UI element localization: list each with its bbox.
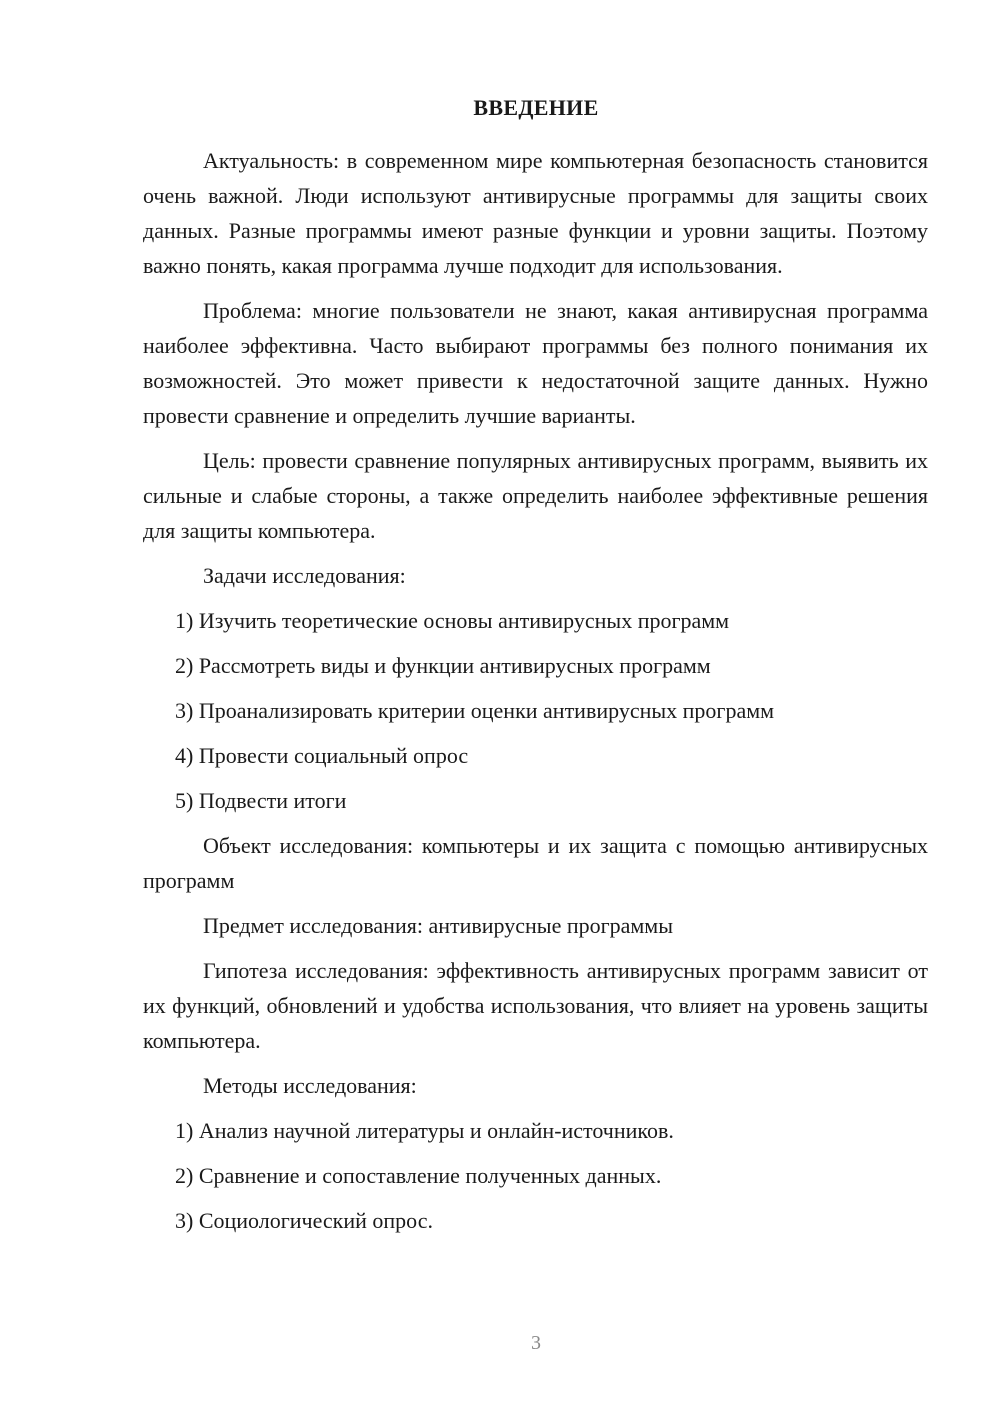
subject-paragraph: Предмет исследования: антивирусные программы xyxy=(203,913,674,938)
object-paragraph: Объект исследования: компьютеры и их защита с помощью антивирусных программ xyxy=(143,833,928,893)
list-item: 1) Анализ научной литературы и онлайн-источников. xyxy=(175,1118,674,1143)
list-item: 2) Сравнение и сопоставление полученных данных. xyxy=(175,1163,662,1188)
list-item: 4) Провести социальный опрос xyxy=(175,743,469,768)
page-title: ВВЕДЕНИЕ xyxy=(473,95,599,120)
list-item: 1) Изучить теоретические основы антивирусных программ xyxy=(175,608,730,633)
list-item: 5) Подвести итоги xyxy=(175,788,347,813)
methods-list xyxy=(143,1113,928,1238)
tasks-label: Задачи исследования: xyxy=(203,563,406,588)
relevance-paragraph: Актуальность: в современном мире компьютерная безопасность становится очень важной. Люди используют антивирусные программы для защиты своих данных. Разные программы имеют разные функции и уровни защиты. Поэтому важно понять, какая программа лучше подходит для использования. xyxy=(143,148,928,278)
page-number: 3 xyxy=(531,1332,541,1354)
document-body xyxy=(143,143,928,1248)
list-item: 2) Рассмотреть виды и функции антивирусных программ xyxy=(175,653,711,678)
tasks-list xyxy=(143,603,928,818)
methods-label: Методы исследования: xyxy=(203,1073,417,1098)
list-item: 3) Проанализировать критерии оценки антивирусных программ xyxy=(175,698,775,723)
problem-paragraph: Проблема: многие пользователи не знают, какая антивирусная программа наиболее эффективна. Часто выбирают программы без полного понимания их возможностей. Это может привести к недостаточной защите данных. Нужно провести сравнение и определить лучшие варианты. xyxy=(143,298,928,428)
list-item: 3) Социологический опрос. xyxy=(175,1208,433,1233)
goal-paragraph: Цель: провести сравнение популярных антивирусных программ, выявить их сильные и слабые стороны, а также определить наиболее эффективные решения для защиты компьютера. xyxy=(143,448,928,543)
hypothesis-paragraph: Гипотеза исследования: эффективность антивирусных программ зависит от их функций, обновлений и удобства использования, что влияет на уровень защиты компьютера. xyxy=(143,958,928,1053)
